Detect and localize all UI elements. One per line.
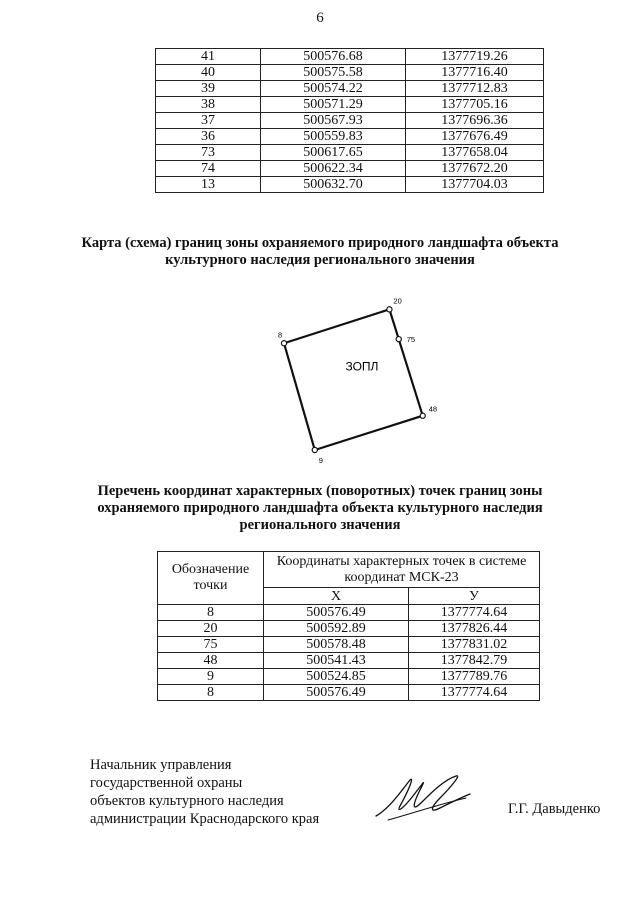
y-coordinate-cell: 1377842.79 bbox=[409, 653, 540, 669]
header-y: У bbox=[409, 588, 540, 605]
page-number: 6 bbox=[316, 10, 324, 26]
table-row bbox=[156, 49, 544, 65]
list-title-line: охраняемого природного ландшафта объекта культурного наследия bbox=[97, 500, 543, 516]
y-coordinate-cell: 1377696.36 bbox=[406, 113, 544, 129]
point-number-cell: 8 bbox=[158, 685, 264, 701]
y-coordinate-cell: 1377705.16 bbox=[406, 97, 544, 113]
zone-boundary-polygon bbox=[284, 309, 423, 450]
point-number-cell: 9 bbox=[158, 669, 264, 685]
point-number-cell: 75 bbox=[158, 637, 264, 653]
table-row bbox=[156, 161, 544, 177]
handwritten-signature bbox=[370, 768, 476, 828]
boundary-point-label: 75 bbox=[406, 335, 416, 345]
header-x: Х bbox=[264, 588, 409, 605]
table-row bbox=[156, 145, 544, 161]
boundary-point-marker bbox=[312, 447, 317, 452]
y-coordinate-cell: 1377712.83 bbox=[406, 81, 544, 97]
x-coordinate-cell: 500524.85 bbox=[264, 669, 409, 685]
x-coordinate-cell: 500576.49 bbox=[264, 605, 409, 621]
boundary-point-marker bbox=[396, 337, 401, 342]
header-coordinates-group: Координаты характерных точек в системе координат МСК-23 bbox=[264, 552, 540, 588]
table-row bbox=[156, 65, 544, 81]
x-coordinate-cell: 500574.22 bbox=[261, 81, 406, 97]
x-coordinate-cell: 500578.48 bbox=[264, 637, 409, 653]
boundary-point-marker bbox=[420, 413, 425, 418]
point-number-cell: 40 bbox=[156, 65, 261, 81]
position-line: администрации Краснодарского края bbox=[90, 811, 320, 827]
point-number-cell: 74 bbox=[156, 161, 261, 177]
signatory-name: Г.Г. Давыденко bbox=[508, 801, 601, 817]
table-row bbox=[158, 653, 540, 669]
point-number-cell: 37 bbox=[156, 113, 261, 129]
table-row bbox=[158, 637, 540, 653]
y-coordinate-cell: 1377704.03 bbox=[406, 177, 544, 193]
table-row bbox=[156, 97, 544, 113]
point-number-cell: 38 bbox=[156, 97, 261, 113]
x-coordinate-cell: 500559.83 bbox=[261, 129, 406, 145]
x-coordinate-cell: 500576.49 bbox=[264, 685, 409, 701]
x-coordinate-cell: 500571.29 bbox=[261, 97, 406, 113]
boundary-point-label: 8 bbox=[278, 330, 283, 340]
x-coordinate-cell: 500575.58 bbox=[261, 65, 406, 81]
point-number-cell: 13 bbox=[156, 177, 261, 193]
y-coordinate-cell: 1377831.02 bbox=[409, 637, 540, 653]
boundary-point-label: 20 bbox=[393, 296, 402, 306]
coordinates-table-continued bbox=[155, 48, 544, 193]
position-line: государственной охраны bbox=[90, 775, 243, 791]
characteristic-points-table bbox=[157, 551, 540, 701]
table-row bbox=[158, 621, 540, 637]
zone-boundary-map bbox=[272, 280, 462, 470]
table-row bbox=[158, 669, 540, 685]
point-number-cell: 8 bbox=[158, 605, 264, 621]
x-coordinate-cell: 500541.43 bbox=[264, 653, 409, 669]
point-number-cell: 36 bbox=[156, 129, 261, 145]
x-coordinate-cell: 500567.93 bbox=[261, 113, 406, 129]
list-title-line: регионального значения bbox=[239, 517, 401, 533]
map-title-line: культурного наследия регионального значения bbox=[165, 252, 475, 268]
x-coordinate-cell: 500576.68 bbox=[261, 49, 406, 65]
table-row bbox=[158, 605, 540, 621]
x-coordinate-cell: 500592.89 bbox=[264, 621, 409, 637]
position-line: Начальник управления bbox=[90, 757, 232, 773]
coordinates-list-title bbox=[0, 483, 640, 534]
boundary-point-marker bbox=[387, 307, 392, 312]
y-coordinate-cell: 1377716.40 bbox=[406, 65, 544, 81]
header-point-designation: Обозначение точки bbox=[158, 552, 264, 605]
y-coordinate-cell: 1377774.64 bbox=[409, 605, 540, 621]
map-title bbox=[0, 235, 640, 269]
point-number-cell: 41 bbox=[156, 49, 261, 65]
zone-label: ЗОПЛ bbox=[345, 359, 379, 374]
boundary-point-label: 48 bbox=[428, 404, 438, 414]
x-coordinate-cell: 500622.34 bbox=[261, 161, 406, 177]
table-row bbox=[156, 113, 544, 129]
list-title-line: Перечень координат характерных (поворотных) точек границ зоны bbox=[97, 483, 543, 499]
table-row bbox=[158, 685, 540, 701]
y-coordinate-cell: 1377719.26 bbox=[406, 49, 544, 65]
x-coordinate-cell: 500632.70 bbox=[261, 177, 406, 193]
point-number-cell: 48 bbox=[158, 653, 264, 669]
y-coordinate-cell: 1377789.76 bbox=[409, 669, 540, 685]
x-coordinate-cell: 500617.65 bbox=[261, 145, 406, 161]
point-number-cell: 20 bbox=[158, 621, 264, 637]
point-number-cell: 73 bbox=[156, 145, 261, 161]
y-coordinate-cell: 1377658.04 bbox=[406, 145, 544, 161]
table-row bbox=[156, 177, 544, 193]
signatory-position bbox=[90, 756, 319, 828]
boundary-point-label: 9 bbox=[318, 456, 323, 465]
position-line: объектов культурного наследия bbox=[90, 793, 284, 809]
y-coordinate-cell: 1377672.20 bbox=[406, 161, 544, 177]
y-coordinate-cell: 1377774.64 bbox=[409, 685, 540, 701]
table-row bbox=[156, 129, 544, 145]
map-title-line: Карта (схема) границ зоны охраняемого природного ландшафта объекта bbox=[81, 235, 559, 251]
point-number-cell: 39 bbox=[156, 81, 261, 97]
y-coordinate-cell: 1377826.44 bbox=[409, 621, 540, 637]
boundary-point-marker bbox=[281, 341, 286, 346]
y-coordinate-cell: 1377676.49 bbox=[406, 129, 544, 145]
table-row bbox=[156, 81, 544, 97]
